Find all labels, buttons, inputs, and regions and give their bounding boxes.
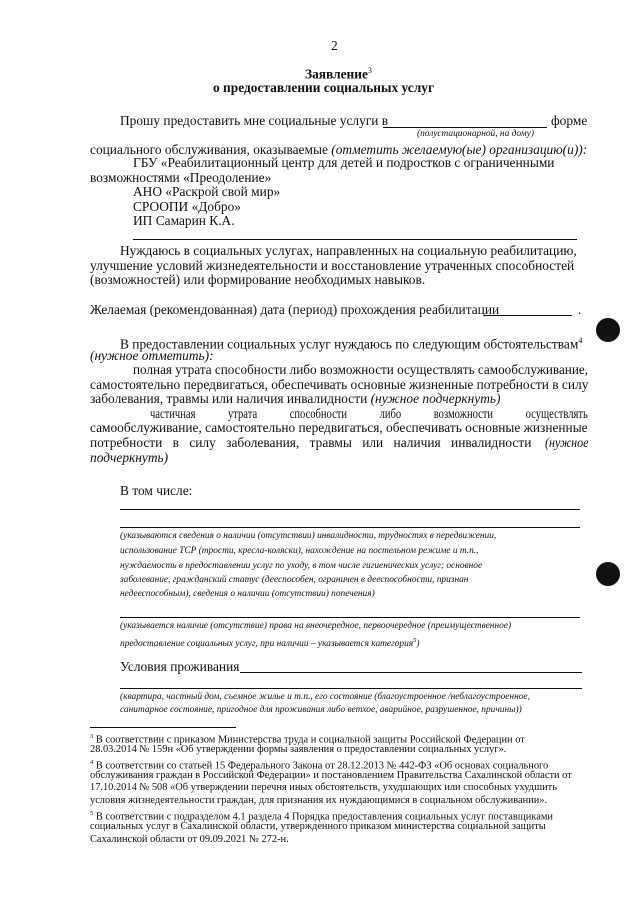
full-loss-text: заболевания, травмы или наличия инвалидности xyxy=(90,391,368,406)
form-type-field[interactable] xyxy=(383,127,547,128)
document-subtitle: о предоставлении социальных услуг xyxy=(213,80,435,95)
footnote-4-line4: условия жизнедеятельности граждан, для признания их нуждающимися в социальном обслуживании». xyxy=(90,795,548,806)
rights-footnote-ref: 5 xyxy=(413,637,417,644)
form-word: форме xyxy=(551,113,588,128)
page-number: 2 xyxy=(331,38,338,53)
desired-date-suffix: . xyxy=(578,302,582,317)
title-footnote-ref: 3 xyxy=(367,66,372,75)
including-field-line2[interactable] xyxy=(120,527,580,528)
footnote-4-line3: 17.10.2014 № 508 «Об утверждении перечня иных обстоятельств, ухудшающих или способных ухудшить xyxy=(90,782,557,793)
rights-hint-end: ) xyxy=(416,639,420,650)
living-field-line1[interactable] xyxy=(240,672,582,673)
title-text: Заявление xyxy=(305,66,368,82)
partial-loss-line2: самообслуживание, самостоятельно передвигаться, обеспечивать основные жизненные xyxy=(90,420,588,435)
circumstances-hint: (нужное отметить): xyxy=(90,348,214,363)
footnote-4-text: В соответствии со статьей 15 Федерального Закона от 28.12.2013 № 442-ФЗ «Об основах социального xyxy=(95,760,549,772)
org-ano[interactable]: АНО «Раскрой свой мир» xyxy=(133,184,281,199)
living-field-line2[interactable] xyxy=(120,688,582,689)
footnote-4-line2: обслуживания граждан в Российской Федерации» и постановлением Правительства Сахалинской области от xyxy=(90,770,572,781)
full-loss-line3 xyxy=(90,391,500,407)
partial-loss-hint2: подчеркнуть) xyxy=(90,450,169,465)
partial-loss-hint1: (нужное xyxy=(545,435,589,450)
footnote-5-line3: Сахалинской области от 09.09.2021 № 272-н. xyxy=(90,834,289,845)
footnote-5-text: В соответствии с подразделом 4.1 раздела 4 Порядка предоставления социальных услуг поставщиками xyxy=(95,811,553,823)
including-hint-5: недееспособным), сведения о наличии (отсутствии) попечения) xyxy=(120,589,375,599)
need-line2: улучшение условий жизнедеятельности и восстановление утраченных способностей xyxy=(90,258,575,273)
circumstances-footnote-ref: 4 xyxy=(578,336,583,345)
including-hint-3: нуждаемость в предоставлении услуг по уходу, в том числе гигиенических услуг; основное xyxy=(120,561,483,571)
including-hint-1: (указываются сведения о наличии (отсутствии) инвалидности, трудностях в передвижении, xyxy=(120,531,497,541)
partial-loss-line1[interactable]: частичная утрата способности либо возможности осуществлять xyxy=(150,406,588,421)
including-field-line1[interactable] xyxy=(120,509,580,510)
living-hint-1: (квартира, частный дом, съемное жилье и т.п., его состояние (благоустроенное /неблагоустроенное, xyxy=(120,692,530,702)
org-gbu-line1[interactable]: ГБУ «Реабилитационный центр для детей и подростков с ограниченными xyxy=(133,155,555,170)
circumstances-text: В предоставлении социальных услуг нуждаюсь по следующим обстоятельствам xyxy=(120,336,579,352)
footnote-4-number: 4 xyxy=(90,759,94,766)
footnote-3-number: 3 xyxy=(90,733,94,740)
full-loss-line1[interactable]: полная утрата способности либо возможности осуществлять самообслуживание, xyxy=(133,362,589,377)
need-line1: Нуждаюсь в социальных услугах, направленных на социальную реабилитацию, xyxy=(120,243,577,258)
full-loss-hint: (нужное подчеркнуть) xyxy=(370,391,501,406)
request-line2-text: социального обслуживания, оказываемые xyxy=(90,142,328,157)
form-type-hint: (полустационарной, на дому) xyxy=(417,129,534,139)
living-label: Условия проживания xyxy=(120,659,240,674)
footnote-5-number: 5 xyxy=(90,810,94,817)
punch-hole-top xyxy=(596,318,620,342)
punch-hole-bottom xyxy=(596,562,620,586)
including-hint-2: использование ТСР (трости, кресла-коляски), нахождение на постельном режиме и т.п., xyxy=(120,546,479,556)
partial-loss-line3: потребности в силу заболевания, травмы или наличия инвалидности xyxy=(90,435,532,450)
rights-field[interactable] xyxy=(120,617,580,618)
desired-date-label: Желаемая (рекомендованная) дата (период) прохождения реабилитации xyxy=(90,302,500,317)
request-lead: Прошу предоставить мне социальные услуги в xyxy=(120,113,389,128)
footnote-3-text: В соответствии с приказом Министерства труда и социальной защиты Российской Федерации от xyxy=(95,734,525,746)
rights-hint-1: (указывается наличие (отсутствие) права на внеочередное, первоочередное (преимущественное) xyxy=(120,621,512,631)
including-label: В том числе: xyxy=(120,483,193,498)
living-hint-2: санитарное состояние, пригодное для проживания либо ветхое, аварийное, разрушенное, причины)) xyxy=(120,705,522,715)
org-ip[interactable]: ИП Самарин К.А. xyxy=(133,213,235,228)
rights-hint-text: предоставление социальных услуг, при наличии – указывается категория xyxy=(120,639,414,650)
footnote-5-line2: социальных услуг в Сахалинской области, утвержденного приказом министерства социальной защиты xyxy=(90,821,546,832)
footnote-separator xyxy=(90,727,236,728)
org-sroopi[interactable]: СРООПИ «Добро» xyxy=(133,199,241,214)
full-loss-line2: самостоятельно передвигаться, обеспечивать основные жизненные потребности в силу xyxy=(90,377,589,392)
organization-hint: (отметить желаемую(ые) организацию(и)): xyxy=(331,142,588,157)
other-organization-field[interactable] xyxy=(133,239,577,240)
org-gbu-line2: возможностями «Преодоление» xyxy=(90,170,272,185)
desired-date-field[interactable] xyxy=(484,315,572,316)
need-line3: (возможностей) или формирование необходимых навыков. xyxy=(90,272,426,287)
rights-hint-2 xyxy=(120,635,420,650)
footnote-3-line2: 28.03.2014 № 159н «Об утверждении формы заявления о предоставлении социальных услуг». xyxy=(90,744,507,755)
including-hint-4: заболевание, гражданский статус (дееспособен, ограничен в дееспособности, признан xyxy=(120,575,469,585)
